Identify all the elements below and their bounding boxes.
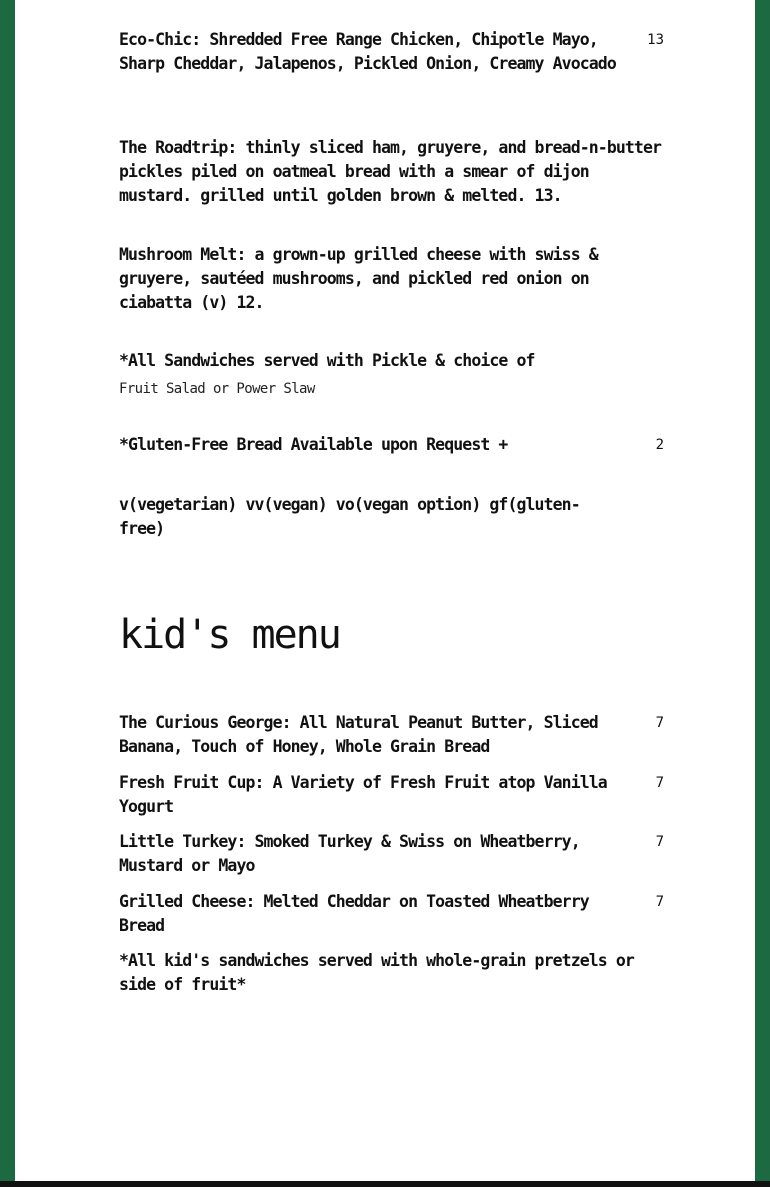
kids-side-note <box>119 949 664 997</box>
kids-item-grilled-cheese <box>119 890 664 938</box>
menu-item-price: 7 <box>655 894 664 910</box>
menu-item-description: Fresh Fruit Cup: A Variety of Fresh Fruit atop Vanilla Yogurt <box>119 773 607 816</box>
menu-item-mushroom-melt <box>119 243 664 315</box>
dietary-legend-text: v(vegetarian) vv(vegan) vo(vegan option) gf(gluten-free) <box>119 495 580 538</box>
menu-item-roadtrip <box>119 136 664 208</box>
bottom-border <box>0 1181 770 1187</box>
menu-content <box>119 28 664 997</box>
side-note-subtext: Fruit Salad or Power Slaw <box>119 381 315 397</box>
menu-item-eco-chic <box>119 28 664 124</box>
menu-item-price: 7 <box>655 834 664 850</box>
menu-item-price: 13 <box>647 32 664 48</box>
gluten-free-note <box>119 433 664 457</box>
kids-item-little-turkey <box>119 830 664 878</box>
side-note-text: *All Sandwiches served with Pickle & choice of <box>119 351 535 370</box>
menu-item-price: 7 <box>655 775 664 791</box>
gluten-free-price: 2 <box>655 437 664 453</box>
menu-item-price: 7 <box>655 715 664 731</box>
kids-menu-title: kid's menu <box>119 612 340 658</box>
gluten-free-text: *Gluten-Free Bread Available upon Request + <box>119 435 508 454</box>
menu-item-description: Grilled Cheese: Melted Cheddar on Toasted Wheatberry Bread <box>119 892 589 935</box>
menu-page <box>15 0 755 1181</box>
menu-item-description: The Roadtrip: thinly sliced ham, gruyere, and bread-n-butter pickles piled on oatmeal bread with a smear of dijon mustard. grilled until golden brown & melted. 13. <box>119 138 662 205</box>
dietary-legend <box>119 493 664 541</box>
kids-item-curious-george <box>119 711 664 759</box>
kids-item-fruit-cup <box>119 771 664 819</box>
menu-item-description: Little Turkey: Smoked Turkey & Swiss on Wheatberry, Mustard or Mayo <box>119 832 580 875</box>
menu-item-description: Mushroom Melt: a grown-up grilled cheese with swiss & gruyere, sautéed mushrooms, and pickled red onion on ciabatta (v) 12. <box>119 245 598 312</box>
kids-side-note-text: *All kid's sandwiches served with whole-grain pretzels or side of fruit* <box>119 951 634 994</box>
menu-item-description: The Curious George: All Natural Peanut Butter, Sliced Banana, Touch of Honey, Whole Grain Bread <box>119 713 598 756</box>
sandwich-side-note <box>119 349 664 399</box>
menu-item-description: Eco-Chic: Shredded Free Range Chicken, Chipotle Mayo, Sharp Cheddar, Jalapenos, Pickled Onion, Creamy Avocado <box>119 30 616 73</box>
